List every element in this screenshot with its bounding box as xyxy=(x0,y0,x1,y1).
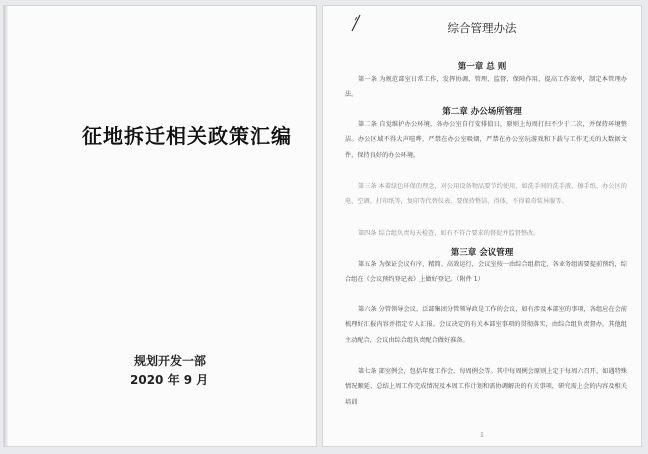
cover-department: 规划开发一部 xyxy=(134,354,207,368)
chapter-heading: 第三章 会议管理 xyxy=(450,248,514,258)
cover-title: 征地拆迁相关政策汇编 xyxy=(82,124,292,148)
article-paragraph: 第六条 分管领导会议、泛部集团分管领导政是工作的会议，如有涉及本部室的事项，各组应在会前梳理好汇报内容并指定专人汇报。会议决定的有关本部室事项的贯彻落实，由综合组负责督办，其他组主动配合，会议由综合组负责配合做好准备。 xyxy=(345,306,627,344)
page-number: 1 xyxy=(480,432,484,439)
chapter-heading: 第一章 总 则 xyxy=(457,62,507,72)
article-paragraph: 第四条 综合组负责每天检查，如有不符合要求的督促并监督整改。 xyxy=(358,230,540,237)
article-paragraph: 第七条 部室例会，包括年度工作会、每周例会等。其中每周例会原则上定于每周六召开，如遇特殊情况顺延，总结上周工作完成情况及本周工作计划和需协调解决的有关事项，研究需上会的内容及相关培训 xyxy=(345,368,627,406)
cover-spine xyxy=(4,6,8,446)
article-paragraph: 第一条 为规范部室日常工作，发挥协调、管理、监督、保障作用，提高工作效率，制定本管理办法。 xyxy=(345,76,627,99)
document-title: 综合管理办法 xyxy=(447,21,517,35)
article-paragraph: 第三条 本着绿色环保的理念，对公用设备物品要节约使用，如洗手间的洗手液、擦手纸、办公区的电、空调、打印纸等，复印等代替仪表，要保持整洁、得体，不得着奇装异服等。 xyxy=(345,183,627,206)
chapter-heading: 第二章 办公场所管理 xyxy=(442,107,522,117)
cover-page xyxy=(4,6,316,446)
document-page xyxy=(323,6,641,446)
cover-date: 2020 年 9 月 xyxy=(130,373,209,387)
article-paragraph: 第二条 自觉维护办公环境，各办公室自行安排值日，原则上每周打扫不少于二次，并保持环境整洁。办公区域不得大声喧哗，严禁在办公室吸烟，严禁在办公室玩游戏和下载与工作无关的大数据文件，保持良好的办公环境。 xyxy=(345,121,627,159)
article-paragraph: 第五条 为保证会议有序、精简、高效运行，会议室按一由综合组指定、各业务组需要提前预约，综合组在《会议预约登记表》上做好登记。（附件 1） xyxy=(345,261,627,284)
